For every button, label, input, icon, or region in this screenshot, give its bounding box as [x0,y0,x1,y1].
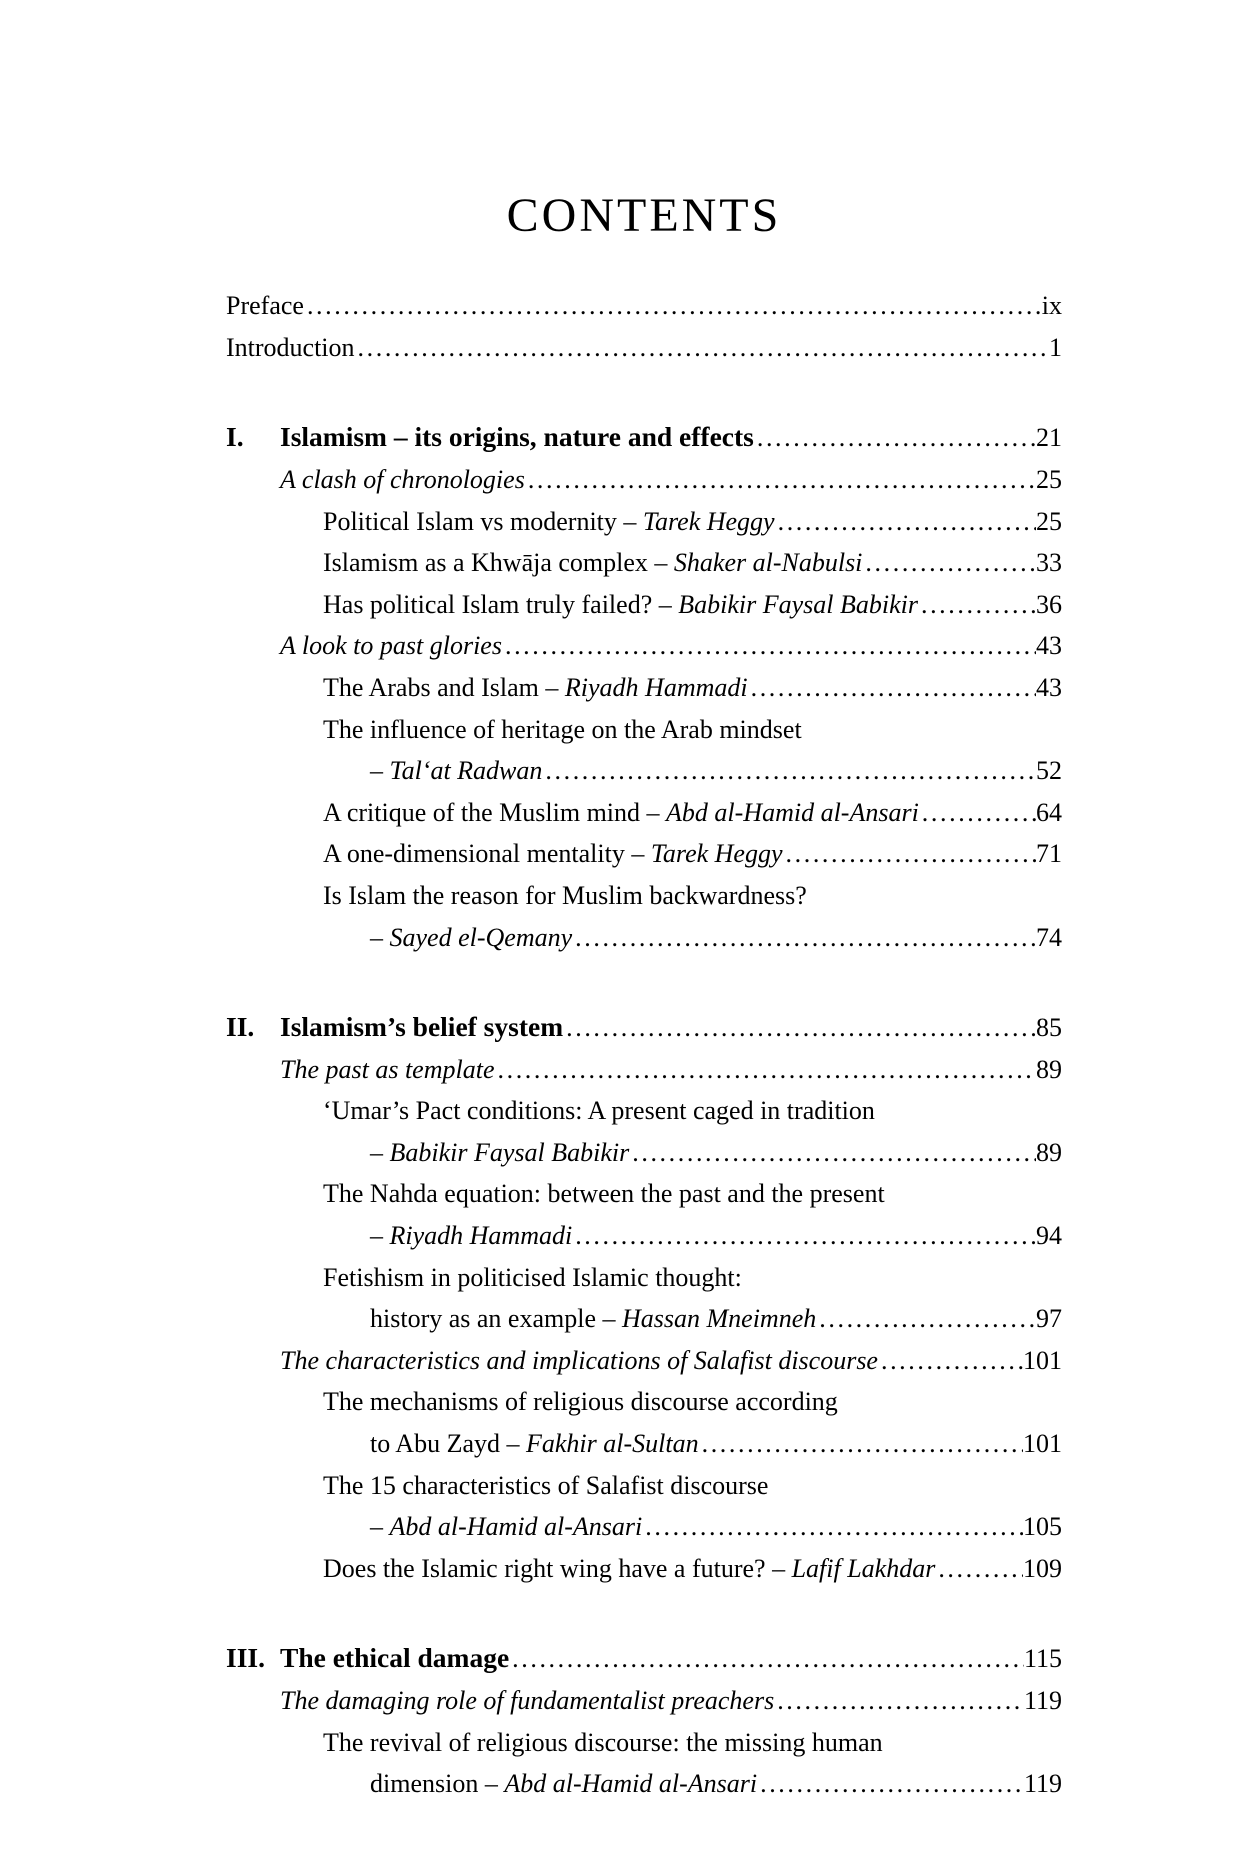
entry-text: Preface [226,291,304,321]
entry-text: The influence of heritage on the Arab mindset [323,714,802,744]
entry-text: The 15 characteristics of Salafist discourse [323,1470,769,1500]
dot-leader [699,1423,1023,1465]
toc-list [226,285,1062,1805]
entry-text: The Arabs and Islam – [323,672,565,702]
entry-text-italic: Babikir Faysal Babikir [389,1137,630,1167]
toc-entry [226,542,1062,584]
entry-text-italic: Abd al-Hamid al-Ansari [504,1769,758,1799]
toc-entry [226,327,1062,369]
page-number: 64 [1036,797,1062,827]
entry-text: Islamism as a Khwāja complex – [323,548,674,578]
entry-text-italic: Fakhir al-Sultan [526,1429,699,1459]
dot-leader [775,501,1036,543]
toc-entry [226,1423,1062,1465]
page-number: 33 [1036,548,1062,578]
page-number: 71 [1036,839,1062,869]
dot-leader [919,792,1036,834]
dot-leader [918,584,1036,626]
dot-leader [748,667,1036,709]
dot-leader [774,1680,1024,1722]
toc-entry [226,1548,1062,1590]
toc-entry [226,501,1062,543]
toc-entry [226,750,1062,792]
section-number: III. [226,1642,265,1674]
entry-text-italic: A look to past glories [280,631,502,661]
toc-entry [226,1340,1062,1382]
toc-entry [226,667,1062,709]
page-number: 52 [1036,756,1062,786]
page-number: 25 [1036,464,1062,494]
entry-text: Does the Islamic right wing have a future? – [323,1553,792,1583]
entry-text: ‘Umar’s Pact conditions: A present caged in tradition [323,1096,875,1126]
dot-leader [935,1548,1023,1590]
entry-text-italic: Shaker al-Nabulsi [673,548,863,578]
entry-text-italic: Riyadh Hammadi [564,672,748,702]
dot-leader [572,1215,1036,1257]
entry-text: The mechanisms of religious discourse according [323,1387,838,1417]
entry-text-italic: Riyadh Hammadi [389,1221,573,1251]
page-number: 105 [1023,1512,1062,1542]
dot-leader [502,625,1036,667]
toc-entry [226,1763,1062,1805]
entry-text: Has political Islam truly failed? – [323,589,679,619]
toc-entry [226,1298,1062,1340]
toc-entry [226,1465,1062,1507]
dot-leader [757,1763,1024,1805]
page-number: 1 [1049,332,1062,362]
entry-text-italic: Hassan Mneimneh [622,1304,817,1334]
entry-text: – [370,1137,390,1167]
dot-leader [509,1638,1024,1680]
toc-entry [226,1006,1062,1049]
toc-entry [226,1722,1062,1764]
dot-leader [304,285,1042,327]
page-number: 94 [1036,1221,1062,1251]
dot-leader [754,417,1036,459]
page-number: 119 [1023,1769,1062,1799]
page-number: 43 [1036,672,1062,702]
page-number: 43 [1036,631,1062,661]
entry-text: Political Islam vs modernity – [323,506,643,536]
toc-entry [226,1215,1062,1257]
section-number: II. [226,1011,255,1043]
entry-text: – [370,1221,390,1251]
entry-text-italic: Tal‘at Radwan [389,756,543,786]
entry-text: Introduction [226,332,355,362]
toc-entry [226,917,1062,959]
page-number: 101 [1023,1429,1062,1459]
page-number: 25 [1036,506,1062,536]
page-number: 36 [1036,589,1062,619]
entry-text-italic: A clash of chronologies [280,464,525,494]
page-number: 115 [1023,1644,1062,1674]
toc-entry [226,1049,1062,1091]
entry-text-italic: Tarek Heggy [642,506,775,536]
dot-leader [525,459,1036,501]
dot-leader [495,1049,1037,1091]
dot-leader [355,327,1049,369]
entry-text: history as an example – [370,1304,622,1334]
entry-text-italic: Lafif Lakhdar [791,1553,936,1583]
toc-entry [226,459,1062,501]
toc-content [226,188,1062,1805]
toc-entry [226,416,1062,459]
toc-entry [226,584,1062,626]
page-title: CONTENTS [506,189,782,242]
entry-text: Is Islam the reason for Muslim backwardness? [323,880,807,910]
dot-leader [642,1506,1023,1548]
toc-entry [226,792,1062,834]
dot-leader [878,1340,1023,1382]
toc-entry [226,285,1062,327]
entry-text: – [370,922,390,952]
dot-leader [563,1007,1036,1049]
entry-text: The revival of religious discourse: the missing human [323,1727,883,1757]
page-number: 74 [1036,922,1062,952]
entry-text-italic: The characteristics and implications of Salafist discourse [280,1345,878,1375]
toc-entry [226,1506,1062,1548]
toc-entry [226,625,1062,667]
toc-entry [226,1132,1062,1174]
page-number: 89 [1036,1137,1062,1167]
toc-entry [226,1257,1062,1299]
page-number: ix [1041,291,1062,321]
entry-text: The Nahda equation: between the past and the present [323,1179,885,1209]
entry-text: – [370,1512,390,1542]
dot-leader [783,833,1036,875]
entry-text-italic: Babikir Faysal Babikir [678,589,918,619]
entry-text-italic: Tarek Heggy [650,839,783,869]
page-number: 101 [1023,1345,1062,1375]
entry-text: A critique of the Muslim mind – [323,797,667,827]
entry-text: to Abu Zayd – [370,1429,526,1459]
entry-text: The ethical damage [280,1642,510,1674]
dot-leader [629,1132,1036,1174]
entry-text: Islamism’s belief system [280,1011,564,1043]
entry-text: – [370,756,390,786]
toc-entry [226,833,1062,875]
entry-text: Fetishism in politicised Islamic thought: [323,1262,742,1292]
dot-leader [572,917,1036,959]
entry-text: Islamism – its origins, nature and effects [280,421,754,453]
toc-entry [226,1090,1062,1132]
entry-text: A one-dimensional mentality – [323,839,651,869]
dot-leader [816,1298,1036,1340]
entry-text-italic: Abd al-Hamid al-Ansari [666,797,919,827]
entry-text-italic: Abd al-Hamid al-Ansari [389,1512,643,1542]
toc-entry [226,1680,1062,1722]
page-number: 109 [1023,1553,1062,1583]
toc-entry [226,1381,1062,1423]
toc-entry [226,709,1062,751]
dot-leader [542,750,1036,792]
page-number: 21 [1036,423,1062,453]
page-number: 119 [1023,1686,1062,1715]
entry-text-italic: Sayed el-Qemany [389,922,573,952]
section-number: I. [226,421,244,453]
toc-entry [226,875,1062,917]
toc-entry [226,1173,1062,1215]
entry-text-italic: The past as template [280,1054,495,1084]
page-number: 97 [1036,1304,1062,1334]
page-number: 89 [1036,1054,1062,1084]
entry-text-italic: The damaging role of fundamentalist preachers [280,1686,775,1715]
entry-text: dimension – [370,1769,505,1799]
dot-leader [862,542,1036,584]
toc-entry [226,1637,1062,1680]
page-number: 85 [1036,1013,1062,1043]
